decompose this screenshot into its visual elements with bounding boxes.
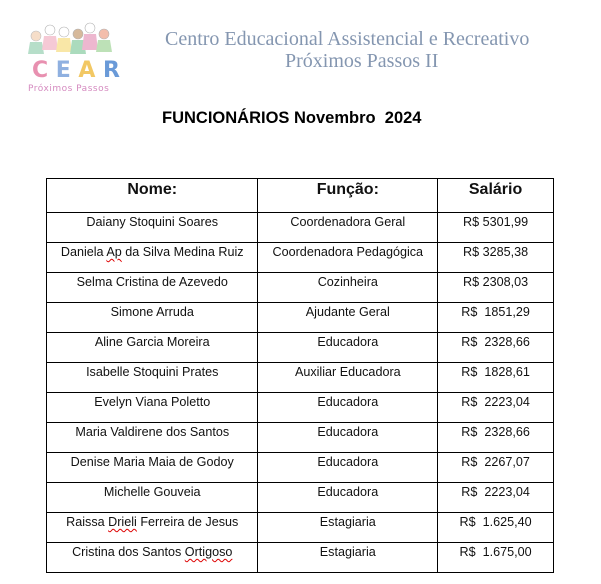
column-header-funcao: Função: bbox=[258, 179, 438, 213]
cell-nome: Isabelle Stoquini Prates bbox=[47, 363, 258, 393]
spellcheck-flagged-word[interactable]: Ap bbox=[106, 245, 122, 259]
table-row bbox=[47, 483, 554, 513]
cell-nome: Michelle Gouveia bbox=[47, 483, 258, 513]
name-part: Raissa bbox=[66, 515, 109, 529]
cell-nome: Simone Arruda bbox=[47, 303, 258, 333]
table-row bbox=[47, 333, 554, 363]
table-row bbox=[47, 513, 554, 543]
cell-funcao: Educadora bbox=[258, 393, 438, 423]
cell-funcao: Ajudante Geral bbox=[258, 303, 438, 333]
cell-salario: R$ 3285,38 bbox=[438, 243, 554, 273]
cell-funcao: Coordenadora Geral bbox=[258, 213, 438, 243]
logo-letter-c: C bbox=[32, 58, 51, 83]
institution-name: Centro Educacional Assistencial e Recreativo bbox=[165, 28, 530, 50]
cell-funcao: Educadora bbox=[258, 483, 438, 513]
table-row bbox=[47, 213, 554, 243]
table-row bbox=[47, 273, 554, 303]
table-row bbox=[47, 393, 554, 423]
cell-salario: R$ 2267,07 bbox=[438, 453, 554, 483]
cell-nome: Maria Valdirene dos Santos bbox=[47, 423, 258, 453]
cell-funcao: Educadora bbox=[258, 453, 438, 483]
cell-salario: R$ 2328,66 bbox=[438, 333, 554, 363]
name-part: da Silva Medina Ruiz bbox=[121, 245, 244, 259]
cear-letters bbox=[32, 58, 122, 86]
name-part: Cristina dos Santos bbox=[72, 545, 185, 559]
cell-funcao: Estagiaria bbox=[258, 543, 438, 573]
cell-nome bbox=[47, 513, 258, 543]
logo-letter-r: R bbox=[103, 58, 122, 83]
logo-subtitle: Próximos Passos bbox=[28, 84, 110, 94]
staff-table bbox=[46, 178, 554, 573]
table-row bbox=[47, 543, 554, 573]
institution-header bbox=[160, 28, 580, 72]
cell-salario: R$ 1.625,40 bbox=[438, 513, 554, 543]
cell-nome bbox=[47, 243, 258, 273]
cell-funcao: Estagiaria bbox=[258, 513, 438, 543]
cell-funcao: Cozinheira bbox=[258, 273, 438, 303]
document-title: FUNCIONÁRIOS Novembro 2024 bbox=[162, 109, 422, 127]
cell-salario: R$ 1851,29 bbox=[438, 303, 554, 333]
cell-funcao: Auxiliar Educadora bbox=[258, 363, 438, 393]
cell-nome bbox=[47, 543, 258, 573]
cear-logo bbox=[22, 20, 120, 96]
table-row bbox=[47, 243, 554, 273]
cell-salario: R$ 5301,99 bbox=[438, 213, 554, 243]
cell-salario: R$ 2308,03 bbox=[438, 273, 554, 303]
table-header-row bbox=[47, 179, 554, 213]
cell-nome: Selma Cristina de Azevedo bbox=[47, 273, 258, 303]
cell-funcao: Educadora bbox=[258, 333, 438, 363]
logo-letter-e: E bbox=[55, 58, 73, 83]
cell-salario: R$ 1.675,00 bbox=[438, 543, 554, 573]
table-row bbox=[47, 423, 554, 453]
cell-funcao: Educadora bbox=[258, 423, 438, 453]
spellcheck-flagged-word[interactable]: Drieli bbox=[108, 515, 137, 529]
name-part: Daniela bbox=[60, 245, 107, 259]
table-row bbox=[47, 363, 554, 393]
column-header-nome: Nome: bbox=[47, 179, 258, 213]
cell-nome: Denise Maria Maia de Godoy bbox=[47, 453, 258, 483]
cell-salario: R$ 2223,04 bbox=[438, 393, 554, 423]
cell-nome: Aline Garcia Moreira bbox=[47, 333, 258, 363]
institution-unit: Próximos Passos II bbox=[285, 50, 439, 72]
table-row bbox=[47, 453, 554, 483]
cell-nome: Daiany Stoquini Soares bbox=[47, 213, 258, 243]
cell-salario: R$ 1828,61 bbox=[438, 363, 554, 393]
cell-funcao: Coordenadora Pedagógica bbox=[258, 243, 438, 273]
children-illustration-icon bbox=[24, 20, 118, 60]
name-part: Ferreira de Jesus bbox=[136, 515, 239, 529]
spellcheck-flagged-word[interactable]: Ortigoso bbox=[184, 545, 233, 559]
table-row bbox=[47, 303, 554, 333]
cell-salario: R$ 2328,66 bbox=[438, 423, 554, 453]
column-header-salario: Salário bbox=[438, 179, 554, 213]
cell-salario: R$ 2223,04 bbox=[438, 483, 554, 513]
logo-letter-a: A bbox=[78, 58, 98, 83]
cell-nome: Evelyn Viana Poletto bbox=[47, 393, 258, 423]
